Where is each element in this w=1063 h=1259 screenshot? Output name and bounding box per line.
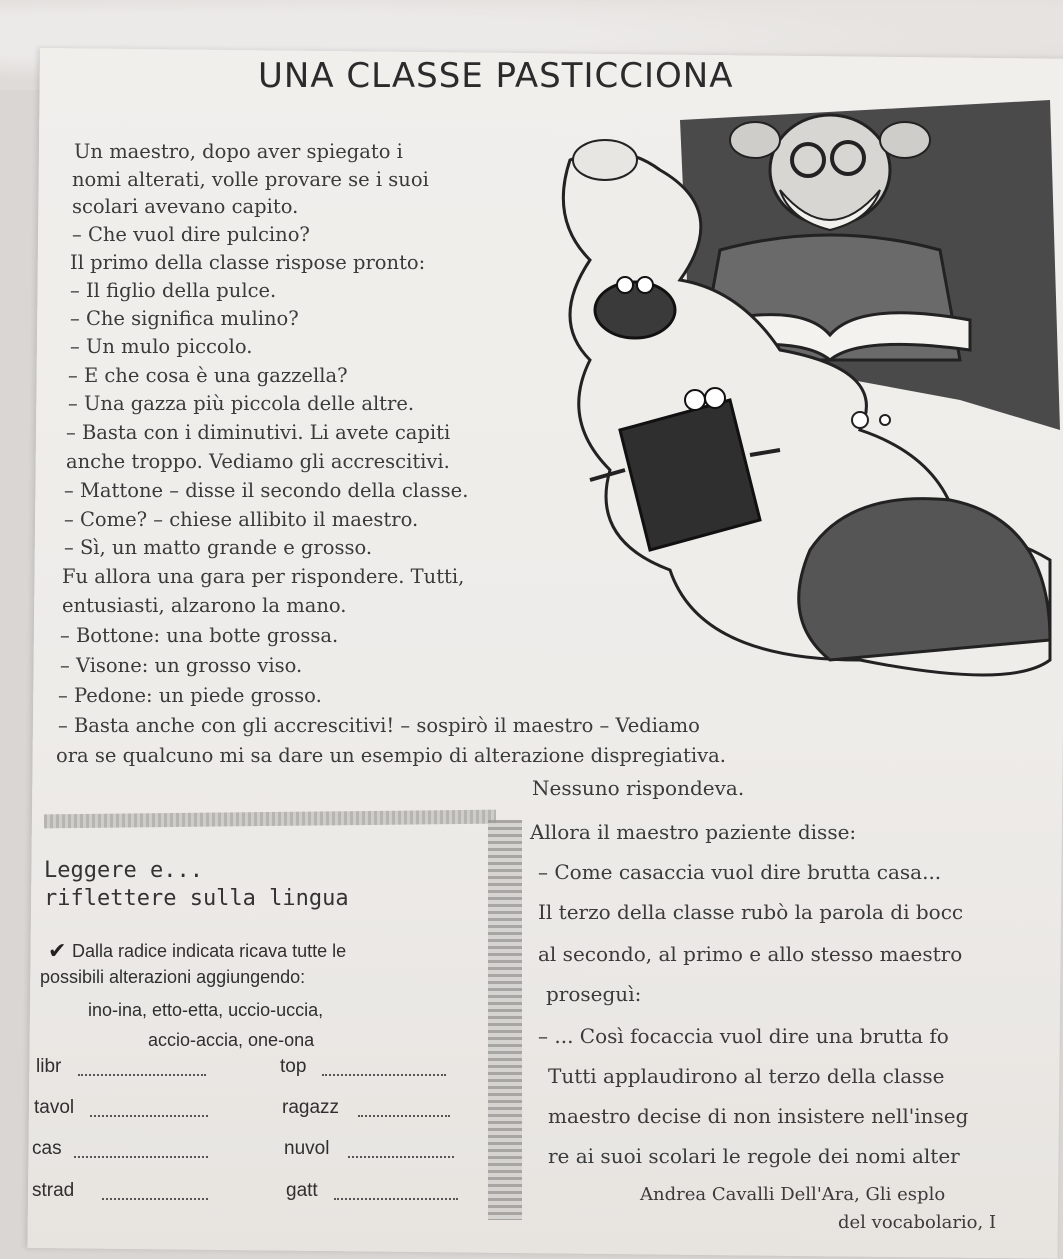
story-line: entusiasti, alzarono la mano. [62, 594, 347, 617]
answer-blank[interactable] [334, 1198, 458, 1200]
story-line: Un maestro, dopo aver spiegato i [74, 140, 403, 163]
round-character-icon [595, 282, 675, 338]
story-line: re ai suoi scolari le regole dei nomi alter [548, 1144, 960, 1168]
source-citation: Andrea Cavalli Dell'Ara, Gli esplo [640, 1184, 946, 1205]
teacher-reading-book-illustration [530, 100, 1060, 710]
answer-blank[interactable] [102, 1198, 208, 1200]
story-line: – Pedone: un piede grosso. [58, 684, 322, 707]
answer-blank[interactable] [90, 1115, 208, 1117]
story-line: Il terzo della classe rubò la parola di bocc [538, 900, 964, 924]
teacher-head [770, 115, 890, 225]
bubble-dot [852, 412, 868, 428]
page-spine [488, 820, 522, 1220]
bubble-dot [880, 415, 890, 425]
story-line: scolari avevano capito. [72, 195, 299, 218]
page-title: UNA CLASSE PASTICCIONA [258, 56, 734, 96]
answer-blank[interactable] [78, 1074, 206, 1076]
answer-blank[interactable] [348, 1156, 454, 1158]
root-label: strad [32, 1180, 75, 1201]
answer-blank[interactable] [358, 1115, 450, 1117]
story-line: – Visone: un grosso viso. [60, 654, 303, 677]
root-label: top [280, 1056, 307, 1077]
spider-flea-icon [573, 140, 637, 180]
story-line: – Basta con i diminutivi. Li avete capiti [66, 421, 451, 444]
story-line: – Che vuol dire pulcino? [72, 223, 310, 246]
story-line: Allora il maestro paziente disse: [530, 820, 857, 844]
mink-shape-icon [799, 499, 1050, 660]
checkmark-icon: ✔ [48, 939, 67, 964]
story-line: proseguì: [546, 982, 642, 1006]
root-label: nuvol [284, 1138, 330, 1159]
teacher-hand-right [880, 122, 930, 158]
instruction-line2: possibili alterazioni aggiungendo: [40, 967, 306, 987]
suffix-line1: ino-ina, etto-etta, uccio-uccia, [88, 1000, 324, 1020]
story-line: – Una gazza più piccola delle altre. [68, 392, 415, 415]
story-line: Nessuno rispondeva. [532, 776, 745, 800]
story-line: – Che significa mulino? [70, 307, 299, 330]
answer-blank[interactable] [74, 1156, 208, 1158]
story-line: – Basta anche con gli accrescitivi! – sospirò il maestro – Vediamo [58, 714, 700, 737]
answer-blank[interactable] [322, 1074, 446, 1076]
root-label: gatt [286, 1180, 318, 1201]
instruction-line1: Dalla radice indicata ricava tutte le [72, 941, 347, 961]
story-line: – ... Così focaccia vuol dire una brutta fo [538, 1024, 949, 1048]
exercise-heading-line1: Leggere e... [44, 858, 203, 883]
root-label: cas [32, 1138, 62, 1159]
exercise-heading-line2: riflettere sulla lingua [44, 886, 349, 911]
character-eye [637, 277, 653, 293]
story-line: Tutti applaudirono al terzo della classe [548, 1064, 945, 1088]
suffix-line2: accio-accia, one-ona [148, 1030, 315, 1050]
story-line: Fu allora una gara per rispondere. Tutti, [62, 565, 465, 588]
root-label: tavol [34, 1097, 75, 1118]
root-label: libr [36, 1056, 62, 1077]
story-line: – Un mulo piccolo. [70, 335, 253, 358]
story-line: anche troppo. Vediamo gli accrescitivi. [66, 450, 450, 473]
story-line: – Come casaccia vuol dire brutta casa... [538, 860, 942, 884]
story-line: maestro decise di non insistere nell'inseg [548, 1104, 969, 1128]
story-line: – E che cosa è una gazzella? [68, 364, 348, 387]
character-eye [617, 277, 633, 293]
story-line: – Come? – chiese allibito il maestro. [64, 508, 419, 531]
root-label: ragazz [282, 1097, 340, 1118]
story-line: Il primo della classe rispose pronto: [70, 251, 426, 274]
teacher-hand-left [730, 122, 780, 158]
story-line: ora se qualcuno mi sa dare un esempio di alterazione dispregiativa. [56, 744, 726, 767]
story-line: nomi alterati, volle provare se i suoi [72, 168, 429, 191]
story-line: al secondo, al primo e allo stesso maestro [538, 942, 963, 966]
character-eye [705, 388, 725, 408]
story-line: – Bottone: una botte grossa. [60, 624, 339, 647]
story-line: – Sì, un matto grande e grosso. [64, 536, 373, 559]
source-citation: del vocabolario, I [838, 1212, 997, 1233]
story-line: – Il figlio della pulce. [70, 279, 277, 302]
story-line: – Mattone – disse il secondo della classe. [64, 479, 469, 502]
character-eye [685, 390, 705, 410]
